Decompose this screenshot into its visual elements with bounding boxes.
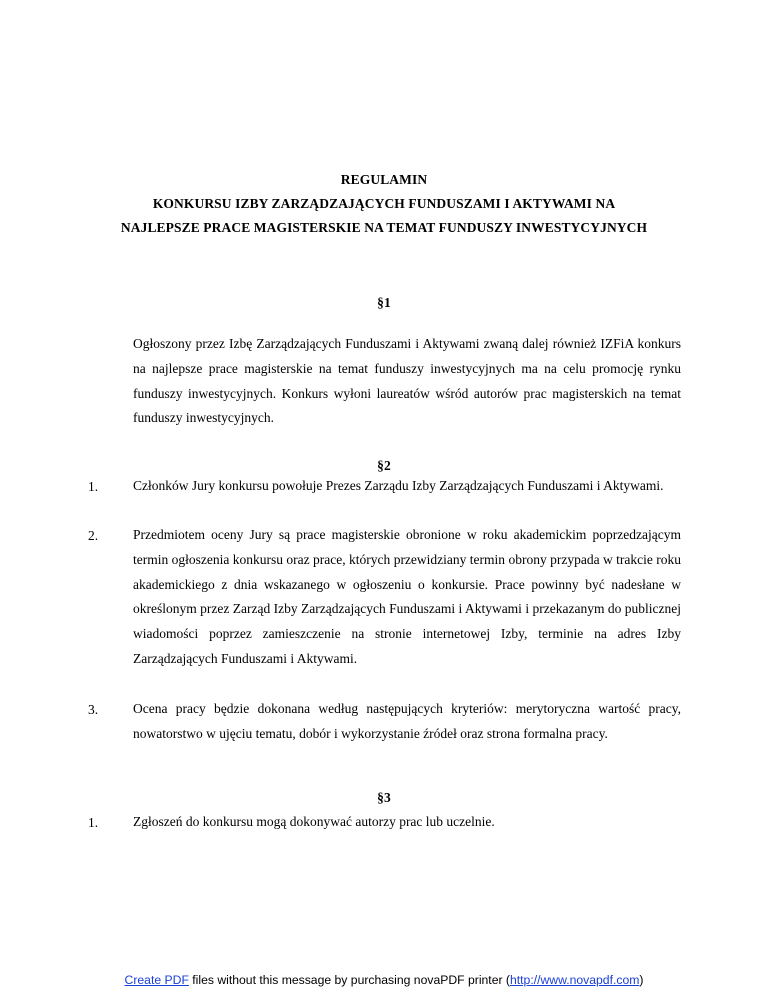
section2-item1-text: Członków Jury konkursu powołuje Prezes Zarządu Izby Zarządzających Funduszami i Aktywami.: [133, 478, 664, 493]
section2-heading: §2: [377, 458, 391, 473]
section2-item2-text: Przedmiotem oceny Jury są prace magisterskie obronione w roku akademickim poprzedzającym termin ogłoszenia konkursu oraz prace, których przewidziany termin obrony przypada w trakcie roku akademickiego z dnia wskazanego w ogłoszeniu o konkursie. Prace powinny być nadesłane w określonym przez Zarząd Izby Zarządzających Funduszami i Aktywami i przekazanym do publicznej wiadomości poprzez zamieszczenie na stronie internetowej Izby, terminie na adres Izby Zarządzających Funduszami i Aktywami.: [133, 527, 681, 666]
section2-item1-number: 1.: [88, 479, 99, 494]
document-title: REGULAMIN: [340, 172, 428, 187]
footer-text-1: files without this message by purchasing novaPDF printer (: [188, 973, 510, 987]
pdf-footer: [0, 973, 768, 987]
section1-heading: §1: [377, 295, 391, 310]
section2-item2-number: 2.: [88, 528, 99, 543]
document-subtitle-line2: NAJLEPSZE PRACE MAGISTERSKIE NA TEMAT FUNDUSZY INWESTYCYJNYCH: [120, 220, 648, 235]
document-subtitle-line1: KONKURSU IZBY ZARZĄDZAJĄCYCH FUNDUSZAMI I AKTYWAMI NA: [152, 196, 616, 211]
section2-item3-text: Ocena pracy będzie dokonana według następujących kryteriów: merytoryczna wartość pracy, nowatorstwo w ujęciu tematu, dobór i wykorzystanie źródeł oraz strona formalna pracy.: [133, 701, 681, 741]
novapdf-link[interactable]: http://www.novapdf.com: [509, 973, 640, 987]
section3-heading: §3: [377, 790, 391, 805]
section3-item1-text: Zgłoszeń do konkursu mogą dokonywać autorzy prac lub uczelnie.: [133, 814, 495, 829]
section1-paragraph: Ogłoszony przez Izbę Zarządzających Funduszami i Aktywami zwaną dalej również IZFiA konkurs na najlepsze prace magisterskie na temat funduszy inwestycyjnych ma na celu promocję rynku funduszy inwestycyjnych. Konkurs wyłoni laureatów wśród autorów prac magisterskich na temat funduszy inwestycyjnych.: [133, 336, 681, 426]
footer-text-2: ): [639, 973, 644, 987]
section3-item1-number: 1.: [88, 815, 99, 830]
section2-item3-number: 3.: [88, 702, 99, 717]
create-pdf-link[interactable]: Create PDF: [124, 973, 189, 987]
